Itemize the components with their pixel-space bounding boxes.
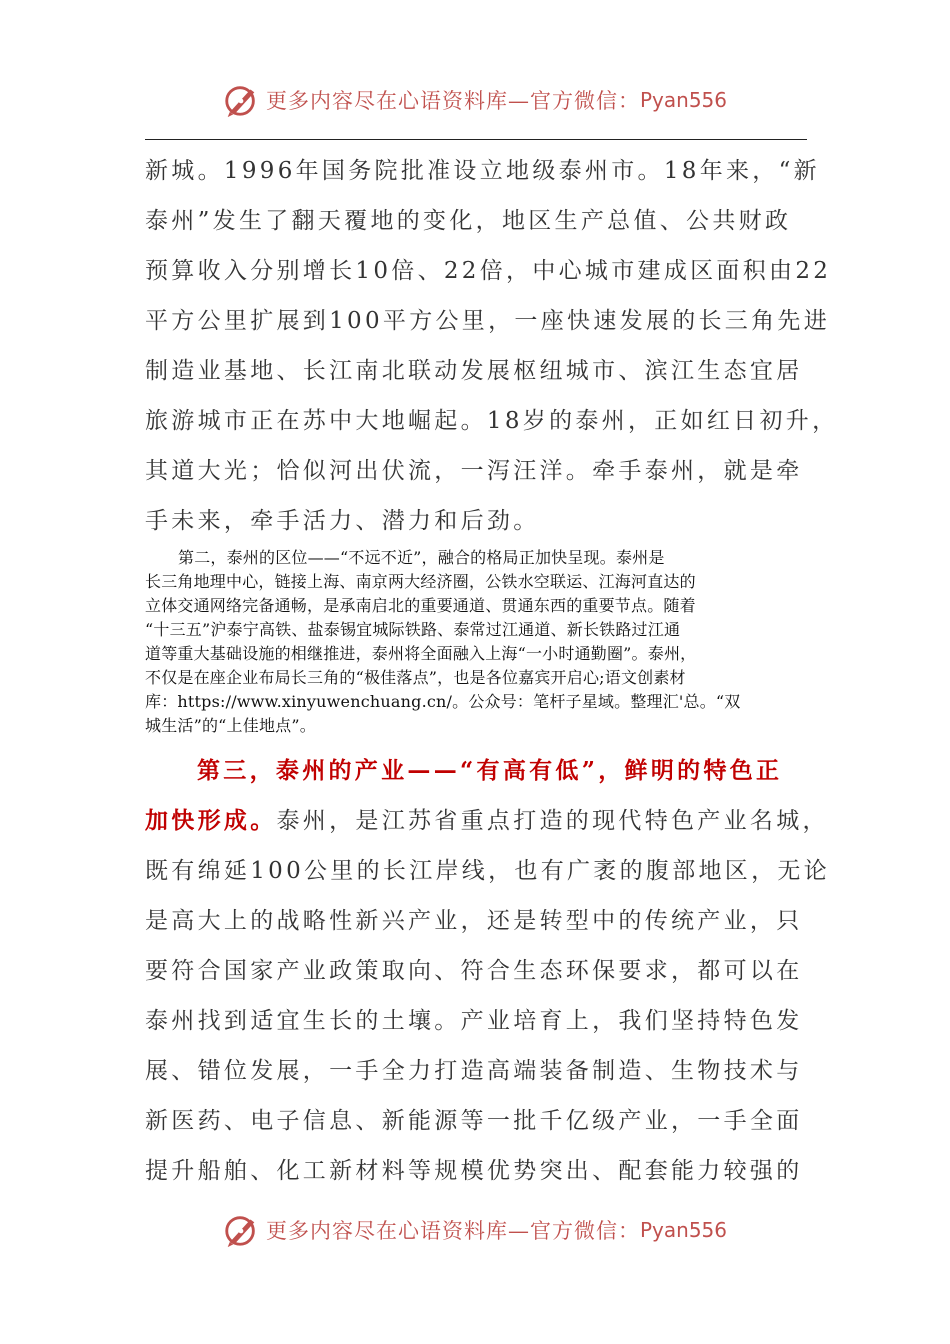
section-heading: 第三，泰州的产业——“有高有低”，鲜明的特色正 — [197, 757, 783, 784]
text-line: 城生活”的“上佳地点”。 — [145, 716, 316, 735]
text-line: 旅游城市正在苏中大地崛起。18岁的泰州，正如红日初升， — [145, 408, 839, 434]
footer-banner-text: 更多内容尽在心语资料库—官方微信： — [266, 1219, 640, 1243]
pen-logo-icon — [222, 1211, 260, 1249]
text-line: 预算收入分别增长10倍、22倍，中心城市建成区面积由22 — [145, 258, 832, 284]
header-wechat-id: Pyan556 — [640, 88, 728, 112]
text-line: 第二，泰州的区位——“不远不近”，融合的格局正加快呈现。泰州是 — [178, 548, 665, 567]
text-line-rest: 泰州，是江苏省重点打造的现代特色产业名城， — [276, 808, 829, 834]
text-line: 新医药、电子信息、新能源等一批千亿级产业，一手全面 — [145, 1108, 803, 1134]
text-line: 立体交通网络完备通畅，是承南启北的重要通道、贯通东西的重要节点。随着 — [145, 596, 696, 615]
text-line: 平方公里扩展到100平方公里，一座快速发展的长三角先进 — [145, 308, 830, 334]
text-line: 新城。1996年国务院批准设立地级泰州市。18年来，“新 — [145, 158, 820, 184]
text-line: 展、错位发展，一手全力打造高端装备制造、生物技术与 — [145, 1058, 803, 1084]
text-line: 是高大上的战略性新兴产业，还是转型中的传统产业，只 — [145, 908, 803, 934]
text-line: 不仅是在座企业布局长三角的“极佳落点”，也是各位嘉宾开启心;语文创素材 — [145, 668, 686, 687]
text-line: 其道大光；恰似河出伏流，一泻汪洋。牵手泰州，就是牵 — [145, 458, 803, 484]
header-banner — [222, 78, 742, 122]
text-line: 泰州找到适宜生长的土壤。产业培育上，我们坚持特色发 — [145, 1008, 803, 1034]
text-line: 提升船舶、化工新材料等规模优势突出、配套能力较强的 — [145, 1158, 803, 1184]
footer-banner — [222, 1208, 742, 1252]
footer-wechat-id: Pyan556 — [640, 1218, 728, 1242]
paragraph-2 — [145, 546, 810, 738]
section-heading-cont: 加快形成。 — [145, 807, 277, 834]
text-line: 要符合国家产业政策取向、符合生态环保要求，都可以在 — [145, 958, 803, 984]
text-line: 既有绵延100公里的长江岸线，也有广袤的腹部地区，无论 — [145, 858, 830, 884]
paragraph-3 — [145, 746, 830, 1196]
text-line: 手未来，牵手活力、潜力和后劲。 — [145, 508, 540, 534]
header-banner-text: 更多内容尽在心语资料库—官方微信： — [266, 89, 640, 113]
text-line: 道等重大基础设施的相继推进，泰州将全面融入上海“一小时通勤圈”。泰州， — [145, 644, 697, 663]
text-line: 长三角地理中心，链接上海、南京两大经济圈，公铁水空联运、江海河直达的 — [145, 572, 696, 591]
text-line: 泰州”发生了翻天覆地的变化，地区生产总值、公共财政 — [145, 208, 792, 234]
text-line: 制造业基地、长江南北联动发展枢纽城市、滨江生态宜居 — [145, 358, 803, 384]
text-line — [145, 796, 829, 846]
pen-logo-icon — [222, 81, 260, 119]
header-divider — [145, 139, 807, 140]
paragraph-1 — [145, 146, 839, 546]
text-line: “十三五”沪泰宁高铁、盐泰锡宜城际铁路、泰常过江通道、新长铁路过江通 — [145, 620, 681, 639]
document-body — [145, 146, 839, 1196]
text-line: 库：https://www.xinyuwenchuang.cn/。公众号：笔杆子星域。整理汇'总。“双 — [145, 692, 741, 711]
